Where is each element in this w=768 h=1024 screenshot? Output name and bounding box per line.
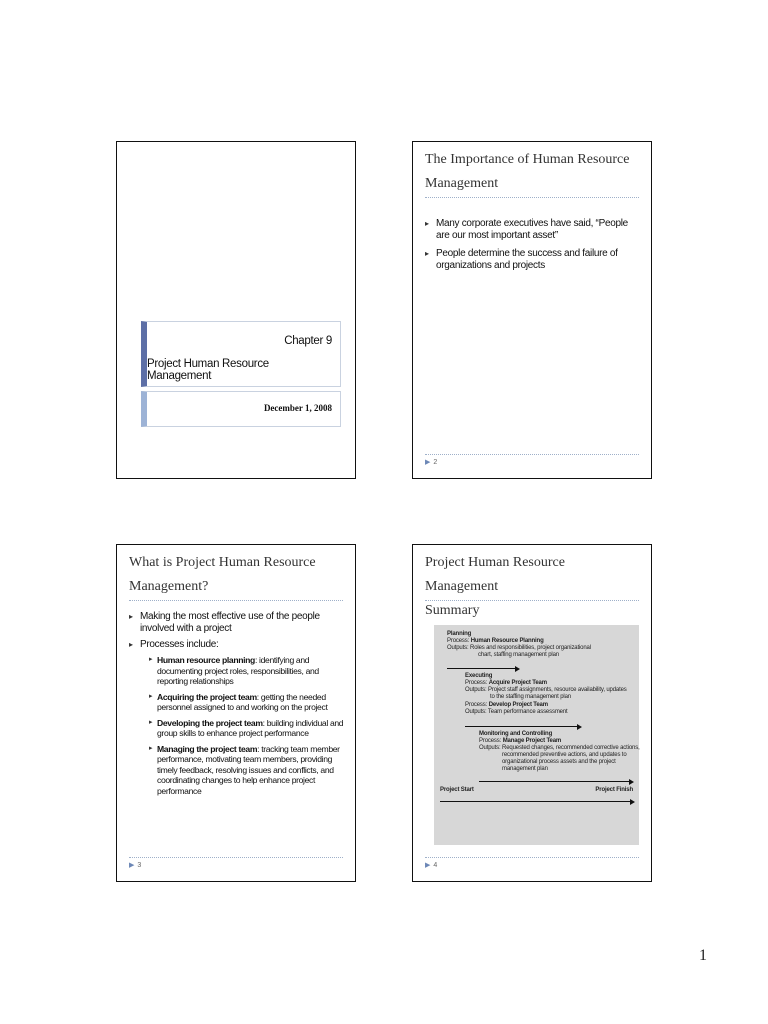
slide-title — [129, 551, 345, 599]
planning-outputs: Outputs: Roles and responsibilities, project organizational — [447, 645, 591, 651]
timeline-arrow — [440, 801, 630, 802]
slide-3 — [116, 544, 356, 882]
slide-title — [425, 551, 641, 623]
sub-list-item: ▸ Acquiring the project team: getting the needed personnel assigned to and working on the project — [149, 691, 328, 712]
monitoring-outputs-cont-2: organizational process assets and the project — [502, 759, 616, 765]
bullet-arrow-icon: ▸ — [129, 640, 133, 649]
planning-outputs-cont: chart, staffing management plan — [478, 652, 559, 658]
title-divider — [129, 600, 343, 601]
planning-heading: Planning — [447, 631, 472, 637]
sub-list-item: ▸ Managing the project team: tracking team member performance, motivating team members, providing timely feedback, resolving issues and conflicts, and coordinating changes to help enhance project performance — [149, 743, 340, 796]
list-item: ▸ Many corporate executives have said, “People are our most important asset” — [425, 218, 628, 241]
chapter-title-box — [141, 321, 341, 387]
executing-process-2: Process: Develop Project Team — [465, 702, 548, 708]
monitoring-outputs-cont-1: recommended preventive actions, and updates to — [502, 752, 627, 758]
monitoring-outputs-cont-3: management plan — [502, 766, 548, 772]
project-start-label: Project Start — [440, 787, 474, 793]
executing-outputs-2: Outputs: Team performance assessment — [465, 709, 568, 715]
title-divider — [425, 600, 639, 601]
list-item: ▸ People determine the success and failure of organizations and projects — [425, 248, 618, 271]
slide-arrow-icon: ▶ — [425, 459, 431, 466]
monitoring-heading: Monitoring and Controlling — [479, 731, 553, 737]
chapter-subtitle: Project Human Resource Management — [147, 358, 269, 382]
title-line-2: Management — [425, 176, 499, 191]
executing-heading: Executing — [465, 673, 493, 679]
project-finish-label: Project Finish — [595, 787, 633, 793]
slide-number: ▶ 3 — [129, 862, 142, 869]
planning-arrow — [447, 668, 515, 669]
bullet-list — [425, 218, 643, 278]
planning-process: Process: Human Resource Planning — [447, 638, 544, 644]
bullet-arrow-icon: ▸ — [149, 656, 153, 663]
slide-arrow-icon: ▶ — [425, 862, 431, 869]
executing-process: Process: Acquire Project Team — [465, 680, 547, 686]
sub-list — [149, 655, 347, 796]
bullet-arrow-icon: ▸ — [149, 692, 153, 700]
footer-divider — [425, 454, 639, 455]
slide-2 — [412, 141, 652, 479]
sub-list-item: ▸ Developing the project team: building individual and group skills to enhance project performance — [149, 717, 344, 738]
slide-1 — [116, 141, 356, 479]
chapter-number: Chapter 9 — [284, 335, 332, 347]
bullet-list — [129, 611, 347, 802]
monitoring-outputs: Outputs: Requested changes, recommended corrective actions, — [479, 745, 640, 751]
bullet-arrow-icon: ▸ — [149, 744, 153, 752]
slide-title — [425, 148, 641, 196]
hr-process-diagram — [434, 625, 639, 845]
slide-arrow-icon: ▶ — [129, 862, 135, 869]
list-item: ▸ Making the most effective use of the people involved with a project — [129, 611, 320, 634]
bullet-arrow-icon: ▸ — [425, 249, 429, 258]
monitoring-process: Process: Manage Project Team — [479, 738, 562, 744]
date-box — [141, 391, 341, 427]
monitoring-arrow — [479, 781, 629, 782]
list-item: ▸ Processes include: ▸ Human resource planning: identifying and documenting project roles, responsibilities, and reporting relationships ▸ Acquiring the project team: getting the needed personnel assigned to and working on the project ▸ Developing the project team: building individual and group skills to enhance project performance ▸ Managing the project team: tracking team member performance, motivating team members, providing timely feedback, resolving issues and conflicts, and coordinating changes to help enhance project performance — [129, 639, 347, 796]
page-number: 1 — [699, 947, 707, 964]
footer-divider — [129, 857, 343, 858]
title-line-1: What is Project Human Resource — [129, 555, 316, 570]
slide-4 — [412, 544, 652, 882]
footer-divider — [425, 857, 639, 858]
slide-number: ▶ 2 — [425, 459, 438, 466]
bullet-arrow-icon: ▸ — [149, 718, 153, 726]
title-divider — [425, 197, 639, 198]
sub-list-item: ▸ Human resource planning: identifying and documenting project roles, responsibilities, and reporting relationships — [149, 655, 319, 686]
title-line-1: Project Human Resource Management — [425, 555, 565, 594]
title-line-2: Summary — [425, 603, 480, 618]
title-line-2: Management? — [129, 579, 209, 594]
bullet-arrow-icon: ▸ — [425, 219, 429, 228]
slide-number: ▶ 4 — [425, 862, 438, 869]
date-text: December 1, 2008 — [263, 403, 332, 413]
bullet-arrow-icon: ▸ — [129, 612, 133, 621]
title-line-1: The Importance of Human Resource — [425, 152, 630, 167]
executing-outputs-cont: to the staffing management plan — [490, 694, 571, 700]
executing-outputs: Outputs: Project staff assignments, resource availability, updates — [465, 687, 627, 693]
executing-arrow — [465, 726, 577, 727]
